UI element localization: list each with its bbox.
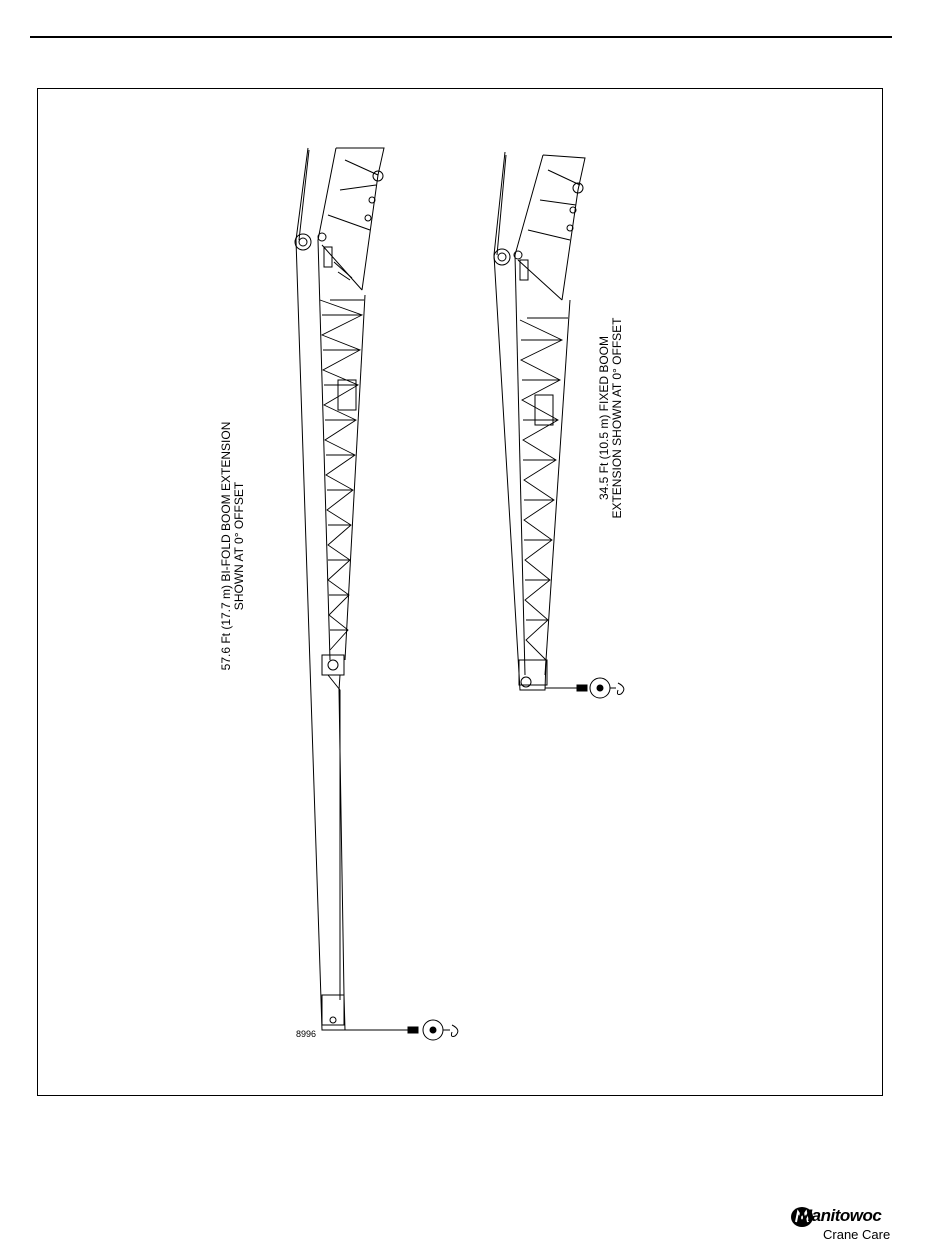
- fixed-label-line1: 34.5 Ft (10.5 m) FIXED BOOM: [597, 335, 611, 501]
- figure-number: 8996: [296, 1029, 317, 1039]
- bifold-label-line2: SHOWN AT 0° OFFSET: [232, 481, 246, 611]
- logo-subtitle: Crane Care: [823, 1227, 891, 1242]
- bifold-extension-label: [220, 406, 246, 686]
- bifold-boom-extension: [295, 148, 458, 1040]
- bifold-label-line1: 57.6 Ft (17.7 m) BI-FOLD BOOM EXTENSION: [219, 421, 233, 671]
- lattice-diagonals: [520, 320, 562, 660]
- logo-name: Manitowoc: [798, 1206, 882, 1225]
- lattice-diagonals: [320, 300, 362, 650]
- fixed-label-line2: EXTENSION SHOWN AT 0° OFFSET: [610, 317, 624, 519]
- manitowoc-crane-care-logo: [790, 1206, 895, 1246]
- fixed-extension-label: [598, 308, 624, 528]
